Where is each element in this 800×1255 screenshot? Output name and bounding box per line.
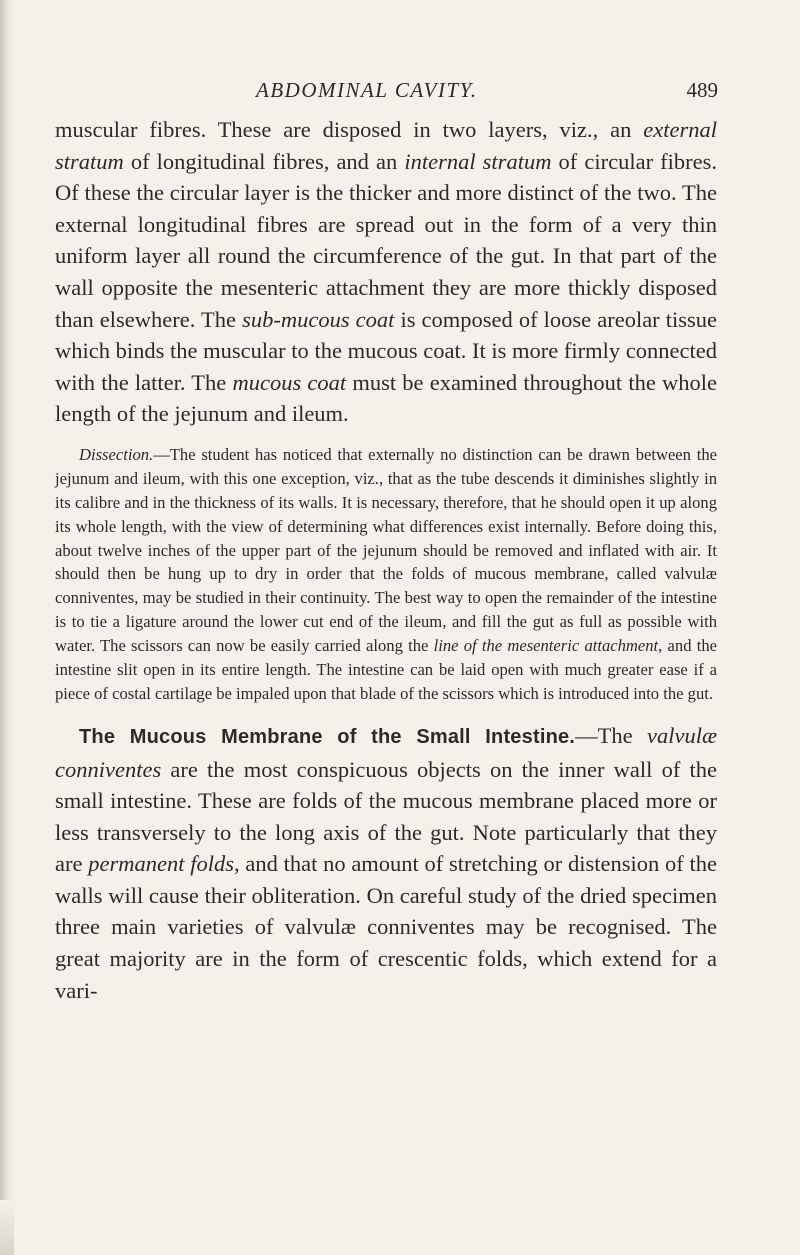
- text-run: of longitudinal fibres, and an: [123, 148, 405, 174]
- running-head: [0, 76, 718, 106]
- page-corner-shadow: [0, 1200, 14, 1255]
- text-run: are the most conspicuous objects on the inner wall of the small intestine. These are folds of the mucous membrane placed more or less transversely to the long axis of the gut. Note particularly that they are: [55, 756, 717, 877]
- italic-term: sub-mucous coat: [242, 306, 395, 332]
- italic-term: permanent folds: [88, 851, 234, 877]
- text-run: must be examined throughout the whole length of the jejunum and ileum.: [55, 369, 717, 427]
- paragraph-muscular-coats: [55, 114, 717, 430]
- italic-term: external stratum: [55, 117, 717, 174]
- page-gutter-shadow: [0, 0, 14, 1255]
- text-run: of circular fibres. Of these the circular layer is the thicker and more distinct of the two. The external longitudinal fibres are spread out in the form of a very thin uniform layer all round the circumference of the gut. In that part of the wall opposite the mesenteric attachment they are more thickly disposed than elsewhere. The: [55, 148, 718, 332]
- italic-term: mucous coat: [232, 369, 347, 395]
- text-run: —The student has noticed that externally no distinction can be drawn between the jejunum and ileum, with this one exception, viz., that as the tube descends it diminishes slightly in its calibre and in the thickness of its walls. It is necessary, therefore, that he should open it up along its whole length, with the view of determining what differences exist internally. Before doing this, about twelve inches of the upper part of the jejunum should be removed and inflated with air. It should then be hung up to dry in order that the folds of mucous membrane, called valvulæ conniventes, may be studied in their continuity. The best way to open the remainder of the intestine is to tie a ligature around the lower cut end of the ileum, and fill the gut as full as possible with water. The scissors can now be easily carried along the: [55, 444, 717, 656]
- paragraph-dissection: [55, 443, 717, 706]
- italic-lead: Dissection.: [79, 444, 154, 464]
- paragraph-mucous-membrane: [55, 720, 717, 1006]
- italic-term: valvulæ conniventes: [55, 722, 717, 782]
- running-title: ABDOMINAL CAVITY.: [256, 78, 478, 102]
- body-text: [55, 114, 717, 1006]
- text-run: , and that no amount of stretching or distension of the walls will cause their obliteration. On careful study of the dried specimen three main varieties of valvulæ conniventes may be recognised. The great majority are in the form of crescentic folds, which extend for a vari-: [55, 851, 717, 1003]
- italic-term: line of the mesenteric attachment: [433, 636, 659, 656]
- text-run: is composed of loose areolar tissue which binds the muscular to the mucous coat. It is more firmly connected with the latter. The: [55, 306, 717, 395]
- text-run: —The: [575, 722, 648, 748]
- page-number: 489: [686, 78, 718, 102]
- text-run: muscular fibres. These are disposed in two layers, viz., an: [55, 117, 644, 142]
- italic-term: internal stratum: [404, 148, 552, 174]
- text-run: , and the intestine slit open in its entire length. The intestine can be laid open with much greater ease if a piece of costal cartilage be impaled upon that blade of the scissors which is introduced into the gut.: [55, 636, 717, 703]
- section-heading: The Mucous Membrane of the Small Intestine.: [79, 725, 576, 748]
